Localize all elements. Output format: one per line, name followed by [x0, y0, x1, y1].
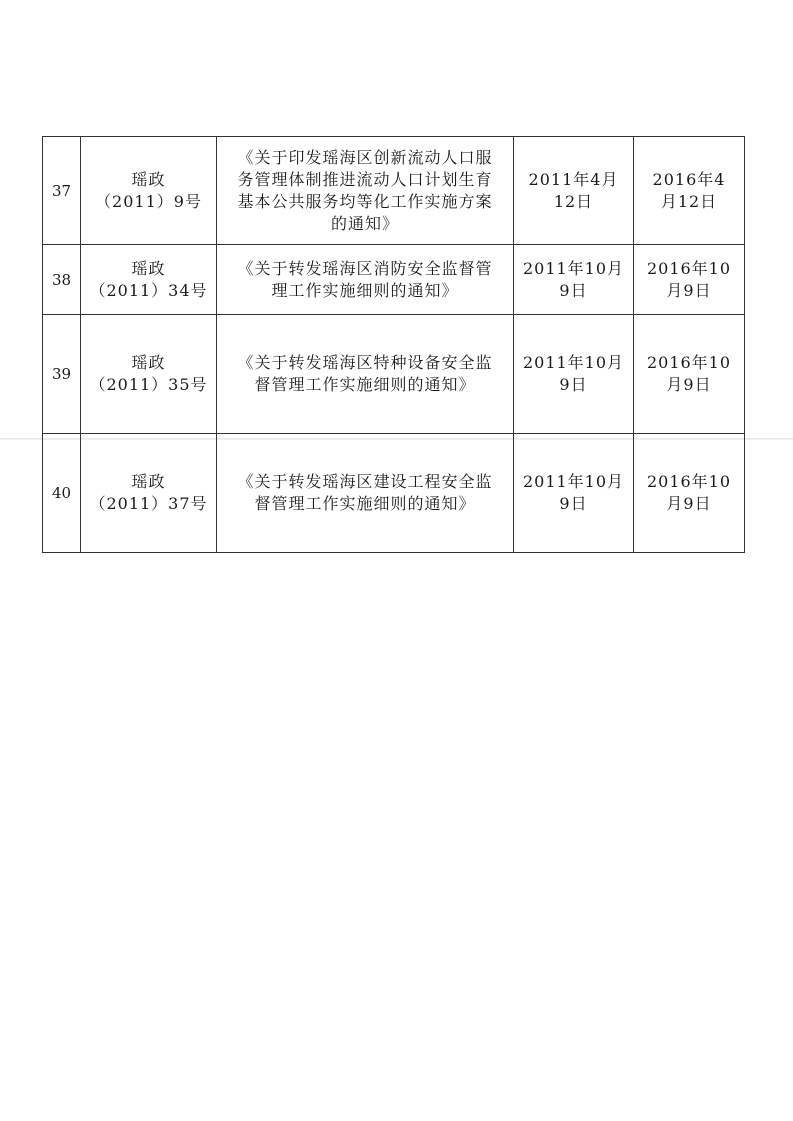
document-title-line: 《关于印发瑶海区创新流动人口服	[237, 147, 493, 167]
issue-date-line: 12日	[553, 191, 594, 211]
expire-date-line: 月9日	[666, 494, 712, 513]
document-number-cell	[81, 315, 217, 434]
document-number-line: （2011）37号	[89, 494, 208, 513]
row-number: 39	[43, 315, 81, 434]
expire-date-line: 2016年10	[646, 472, 732, 491]
table-row	[43, 315, 745, 434]
document-number-line: （2011）35号	[89, 375, 208, 394]
issue-date-line: 9日	[559, 494, 588, 513]
table-row	[43, 137, 745, 245]
document-number-line: （2011）34号	[89, 280, 208, 300]
document-title-line: 督管理工作实施细则的通知》	[254, 375, 476, 394]
expire-date-cell	[634, 434, 745, 553]
row-number: 37	[43, 137, 81, 245]
issue-date-line: 2011年4月	[528, 169, 619, 189]
document-number-cell	[81, 137, 217, 245]
document-number-line: 瑶政	[131, 353, 166, 372]
document-table	[42, 136, 745, 553]
document-number-cell	[81, 434, 217, 553]
expire-date-cell	[634, 245, 745, 315]
issue-date-cell	[514, 315, 634, 434]
document-number-line: （2011）9号	[95, 191, 202, 211]
document-title-line: 督管理工作实施细则的通知》	[254, 494, 476, 513]
document-title-line: 《关于转发瑶海区消防安全监督管	[237, 258, 493, 278]
expire-date-cell	[634, 137, 745, 245]
issue-date-line: 9日	[559, 280, 588, 300]
expire-date-cell	[634, 315, 745, 434]
issue-date-cell	[514, 137, 634, 245]
document-title-line: 理工作实施细则的通知》	[271, 280, 459, 300]
table-row	[43, 434, 745, 553]
document-title-line: 务管理体制推进流动人口计划生育	[237, 169, 493, 189]
issue-date-cell	[514, 434, 634, 553]
row-number: 40	[43, 434, 81, 553]
expire-date-line: 2016年10	[646, 258, 732, 278]
expire-date-line: 2016年4	[652, 169, 726, 189]
issue-date-line: 9日	[559, 375, 588, 394]
document-title-cell	[217, 315, 514, 434]
row-number: 38	[43, 245, 81, 315]
document-title-line: 的通知》	[330, 213, 399, 233]
document-title-line: 基本公共服务均等化工作实施方案	[237, 191, 493, 211]
expire-date-line: 月9日	[666, 375, 712, 394]
issue-date-cell	[514, 245, 634, 315]
document-title-cell	[217, 137, 514, 245]
expire-date-line: 2016年10	[646, 353, 732, 372]
document-title-line: 《关于转发瑶海区建设工程安全监	[237, 472, 493, 491]
issue-date-line: 2011年10月	[522, 472, 625, 491]
document-number-line: 瑶政	[131, 169, 166, 189]
document-number-line: 瑶政	[131, 472, 166, 491]
document-title-line: 《关于转发瑶海区特种设备安全监	[237, 353, 493, 372]
issue-date-line: 2011年10月	[522, 353, 625, 372]
document-number-cell	[81, 245, 217, 315]
issue-date-line: 2011年10月	[522, 258, 625, 278]
document-title-cell	[217, 434, 514, 553]
table-row	[43, 245, 745, 315]
document-title-cell	[217, 245, 514, 315]
expire-date-line: 月12日	[660, 191, 718, 211]
document-number-line: 瑶政	[131, 258, 166, 278]
expire-date-line: 月9日	[666, 280, 712, 300]
